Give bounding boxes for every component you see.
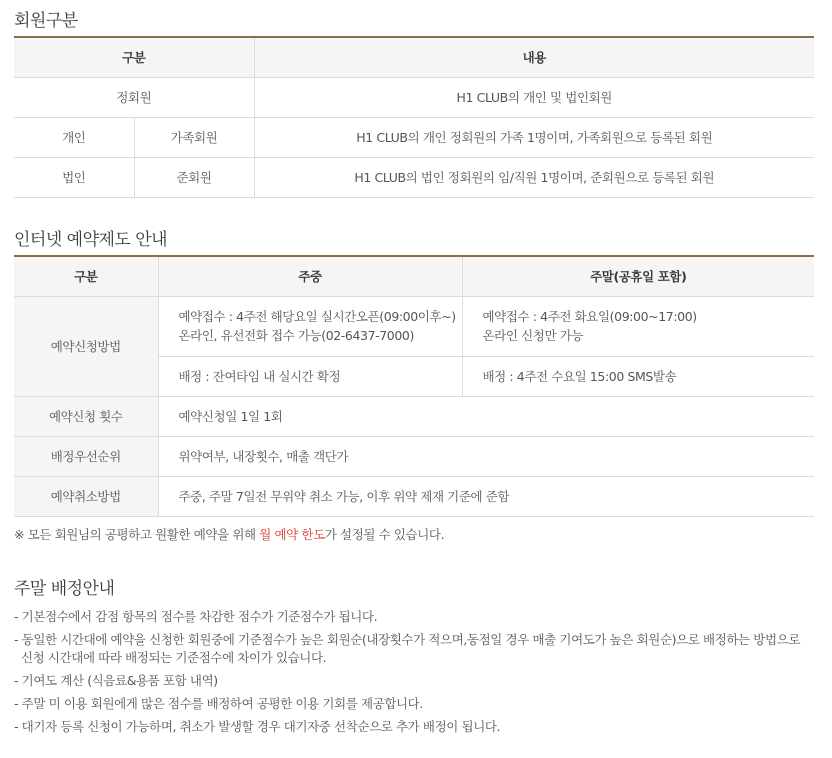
note-highlight: 월 예약 한도 (259, 527, 325, 542)
member-type-cell: 개인 (14, 117, 134, 157)
list-item-text: - 주말 미 이용 회원에게 많은 점수를 배정하여 공평한 이용 기회를 제공합니다. (14, 696, 423, 711)
weekday-method-line2: 온라인, 유선전화 접수 가능(02-6437-7000) (178, 328, 414, 343)
list-item (14, 608, 814, 626)
member-content-cell: H1 CLUB의 법인 정회원의 임/직원 1명이며, 준회원으로 등록된 회원 (254, 157, 814, 197)
header-weekend: 주말(공휴일 포함) (462, 256, 814, 296)
weekend-method-cell (462, 296, 814, 356)
cancel-label: 예약취소방법 (14, 476, 158, 516)
reservation-note (14, 525, 444, 543)
list-item (14, 631, 814, 667)
count-value: 예약신청일 1일 1회 (158, 396, 814, 436)
table-row (14, 396, 814, 436)
weekday-method-line1: 예약접수 : 4주전 해당요일 실시간오픈(09:00이후~) (178, 309, 456, 324)
table-row (14, 296, 814, 356)
member-table (14, 36, 814, 198)
weekend-guide-list (14, 608, 814, 741)
member-sub-cell: 준회원 (134, 157, 254, 197)
member-content-cell: H1 CLUB의 개인 정회원의 가족 1명이며, 가족회원으로 등록된 회원 (254, 117, 814, 157)
list-item-text: - 대기자 등록 신청이 가능하며, 취소가 발생할 경우 대기자중 선착순으로 추가 배정이 됩니다. (14, 719, 501, 734)
internet-reservation-table (14, 255, 814, 517)
list-item-text: - 기여도 계산 (식음료&용품 포함 내역) (14, 673, 218, 688)
list-item-text: - 기본점수에서 감점 항목의 점수를 차감한 점수가 기준점수가 됩니다. (14, 609, 378, 624)
list-item-text: - 동일한 시간대에 예약을 신청한 회원중에 기준점수가 높은 회원순(내장횟수가 적으며,동점일 경우 매출 기여도가 높은 회원순)으로 배정하는 방법으로 (14, 632, 800, 647)
note-prefix: ※ 모든 회원님의 공평하고 원활한 예약을 위해 (14, 527, 260, 542)
table-header-row (14, 256, 814, 296)
method-label: 예약신청방법 (14, 296, 158, 396)
weekend-assign-cell: 배정 : 4주전 수요일 15:00 SMS발송 (462, 356, 814, 396)
list-item (14, 695, 814, 713)
table-row (14, 476, 814, 516)
header-content: 내용 (254, 37, 814, 77)
cancel-value: 주중, 주말 7일전 무위약 취소 가능, 이후 위약 제재 기준에 준함 (158, 476, 814, 516)
member-content-cell: H1 CLUB의 개인 및 법인회원 (254, 77, 814, 117)
header-weekday: 주중 (158, 256, 462, 296)
table-row (14, 157, 814, 197)
weekend-method-line2: 온라인 신청만 가능 (482, 328, 584, 343)
weekend-section-title: 주말 배정안내 (14, 579, 115, 599)
list-item-text-continued: 신청 시간대에 따라 배정되는 기준점수에 차이가 있습니다. (21, 650, 327, 665)
header-category: 구분 (14, 37, 254, 77)
priority-label: 배정우선순위 (14, 436, 158, 476)
note-suffix: 가 설정될 수 있습니다. (324, 527, 445, 542)
count-label: 예약신청 횟수 (14, 396, 158, 436)
table-row (14, 117, 814, 157)
member-sub-cell: 가족회원 (134, 117, 254, 157)
weekend-method-line1: 예약접수 : 4주전 화요일(09:00~17:00) (482, 309, 697, 324)
member-type-cell: 정회원 (14, 77, 254, 117)
table-row (14, 436, 814, 476)
header-category: 구분 (14, 256, 158, 296)
table-header-row (14, 37, 814, 77)
internet-section-title: 인터넷 예약제도 안내 (14, 230, 168, 250)
member-section-title: 회원구분 (14, 11, 78, 31)
list-item (14, 672, 814, 690)
table-row (14, 77, 814, 117)
member-type-cell: 법인 (14, 157, 134, 197)
weekday-assign-cell: 배정 : 잔여타임 내 실시간 확정 (158, 356, 462, 396)
weekday-method-cell (158, 296, 462, 356)
priority-value: 위약여부, 내장횟수, 매출 객단가 (158, 436, 814, 476)
list-item (14, 718, 814, 736)
